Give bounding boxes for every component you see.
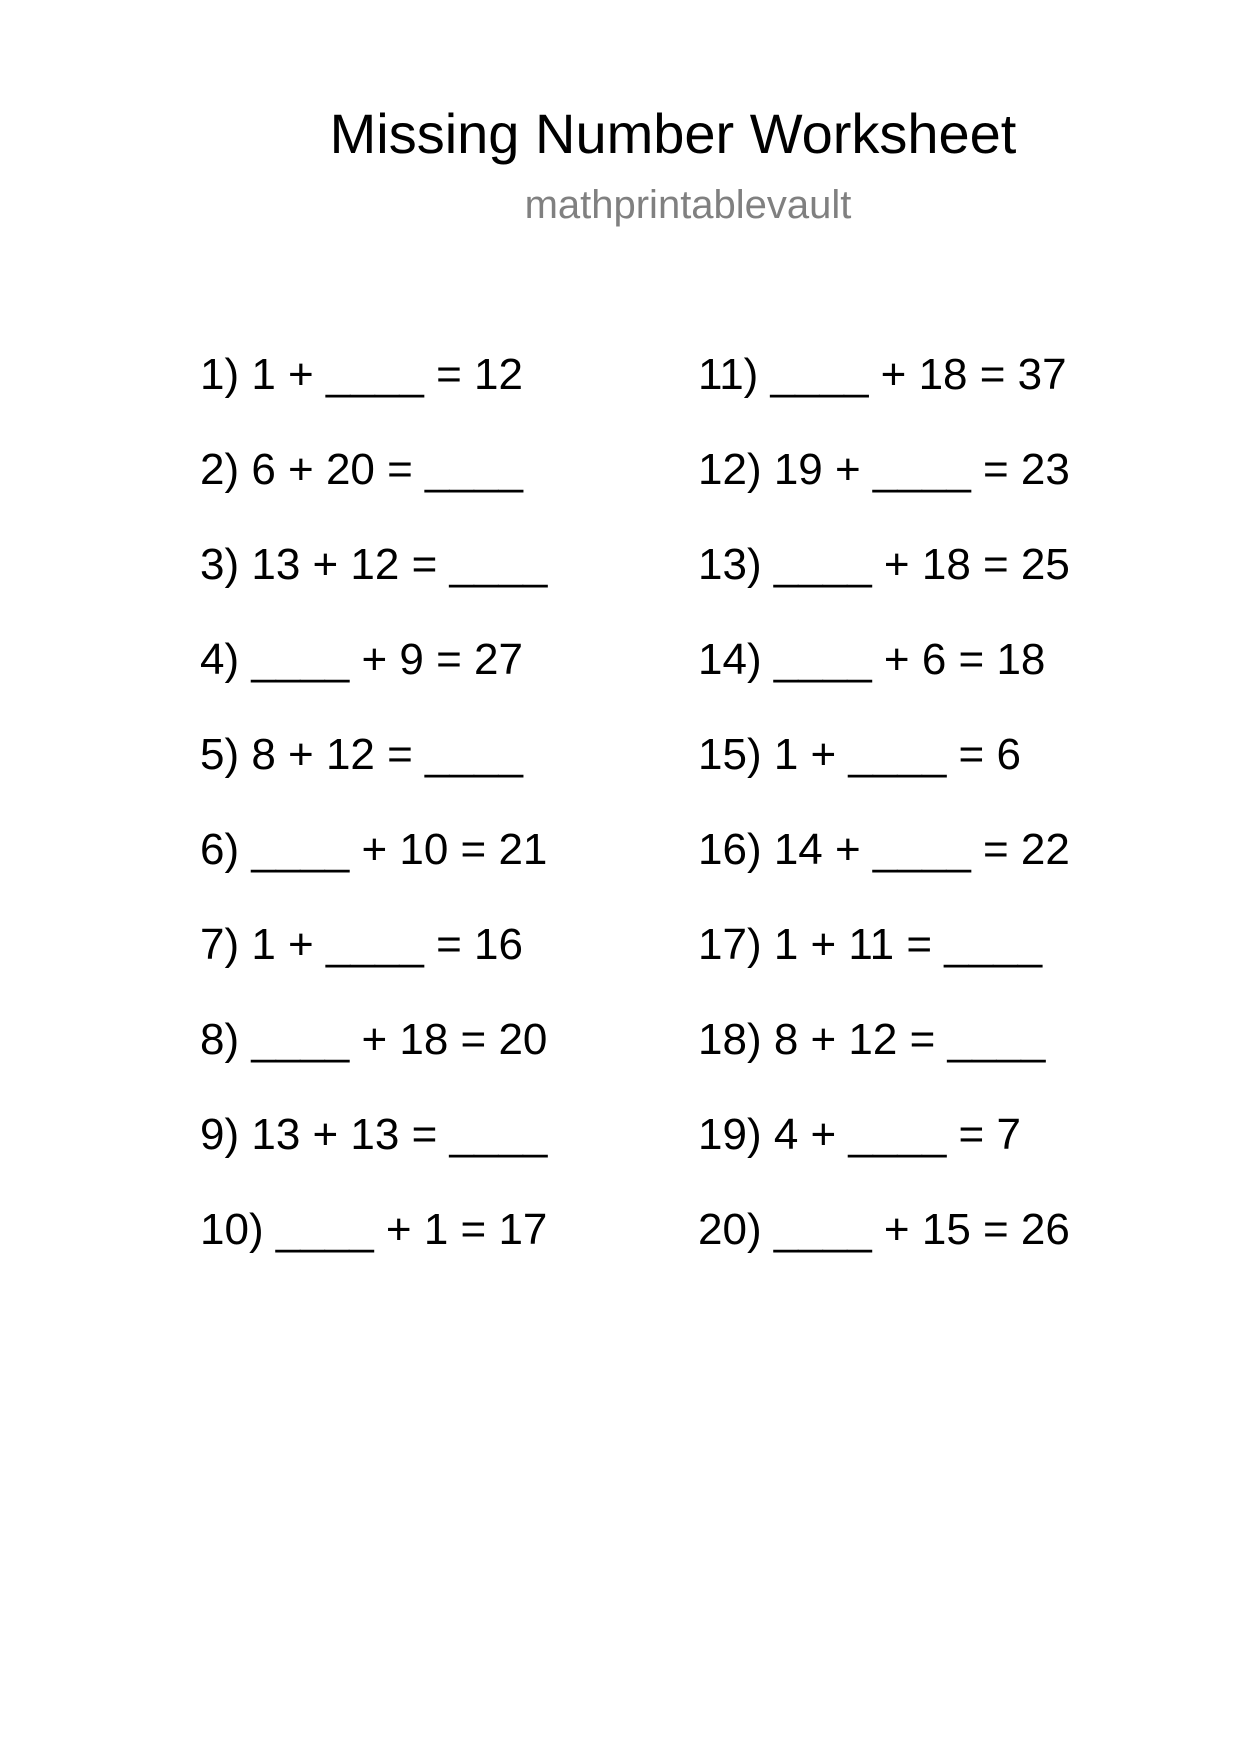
problem-19: 19) 4 + ____ = 7 (698, 1110, 1021, 1159)
problem-7: 7) 1 + ____ = 16 (200, 920, 523, 969)
problems-column-left (200, 350, 670, 1300)
problem-8: 8) ____ + 18 = 20 (200, 1015, 548, 1064)
problem-12: 12) 19 + ____ = 23 (698, 445, 1070, 494)
problem-9: 9) 13 + 13 = ____ (200, 1110, 548, 1159)
problem-14: 14) ____ + 6 = 18 (698, 635, 1046, 684)
problem-1: 1) 1 + ____ = 12 (200, 350, 523, 399)
problem-16: 16) 14 + ____ = 22 (698, 825, 1070, 874)
problem-6: 6) ____ + 10 = 21 (200, 825, 548, 874)
page-subtitle: mathprintablevault (524, 183, 852, 227)
problem-11: 11) ____ + 18 = 37 (698, 350, 1067, 399)
problem-3: 3) 13 + 12 = ____ (200, 540, 548, 589)
problem-17: 17) 1 + 11 = ____ (698, 920, 1043, 969)
problem-10: 10) ____ + 1 = 17 (200, 1205, 548, 1254)
problem-18: 18) 8 + 12 = ____ (698, 1015, 1046, 1064)
problem-20: 20) ____ + 15 = 26 (698, 1205, 1070, 1254)
page-title: Missing Number Worksheet (329, 102, 1017, 165)
problem-13: 13) ____ + 18 = 25 (698, 540, 1070, 589)
problem-15: 15) 1 + ____ = 6 (698, 730, 1021, 779)
problem-5: 5) 8 + 12 = ____ (200, 730, 523, 779)
problem-4: 4) ____ + 9 = 27 (200, 635, 523, 684)
problems-column-right (698, 350, 1168, 1300)
problem-2: 2) 6 + 20 = ____ (200, 445, 523, 494)
